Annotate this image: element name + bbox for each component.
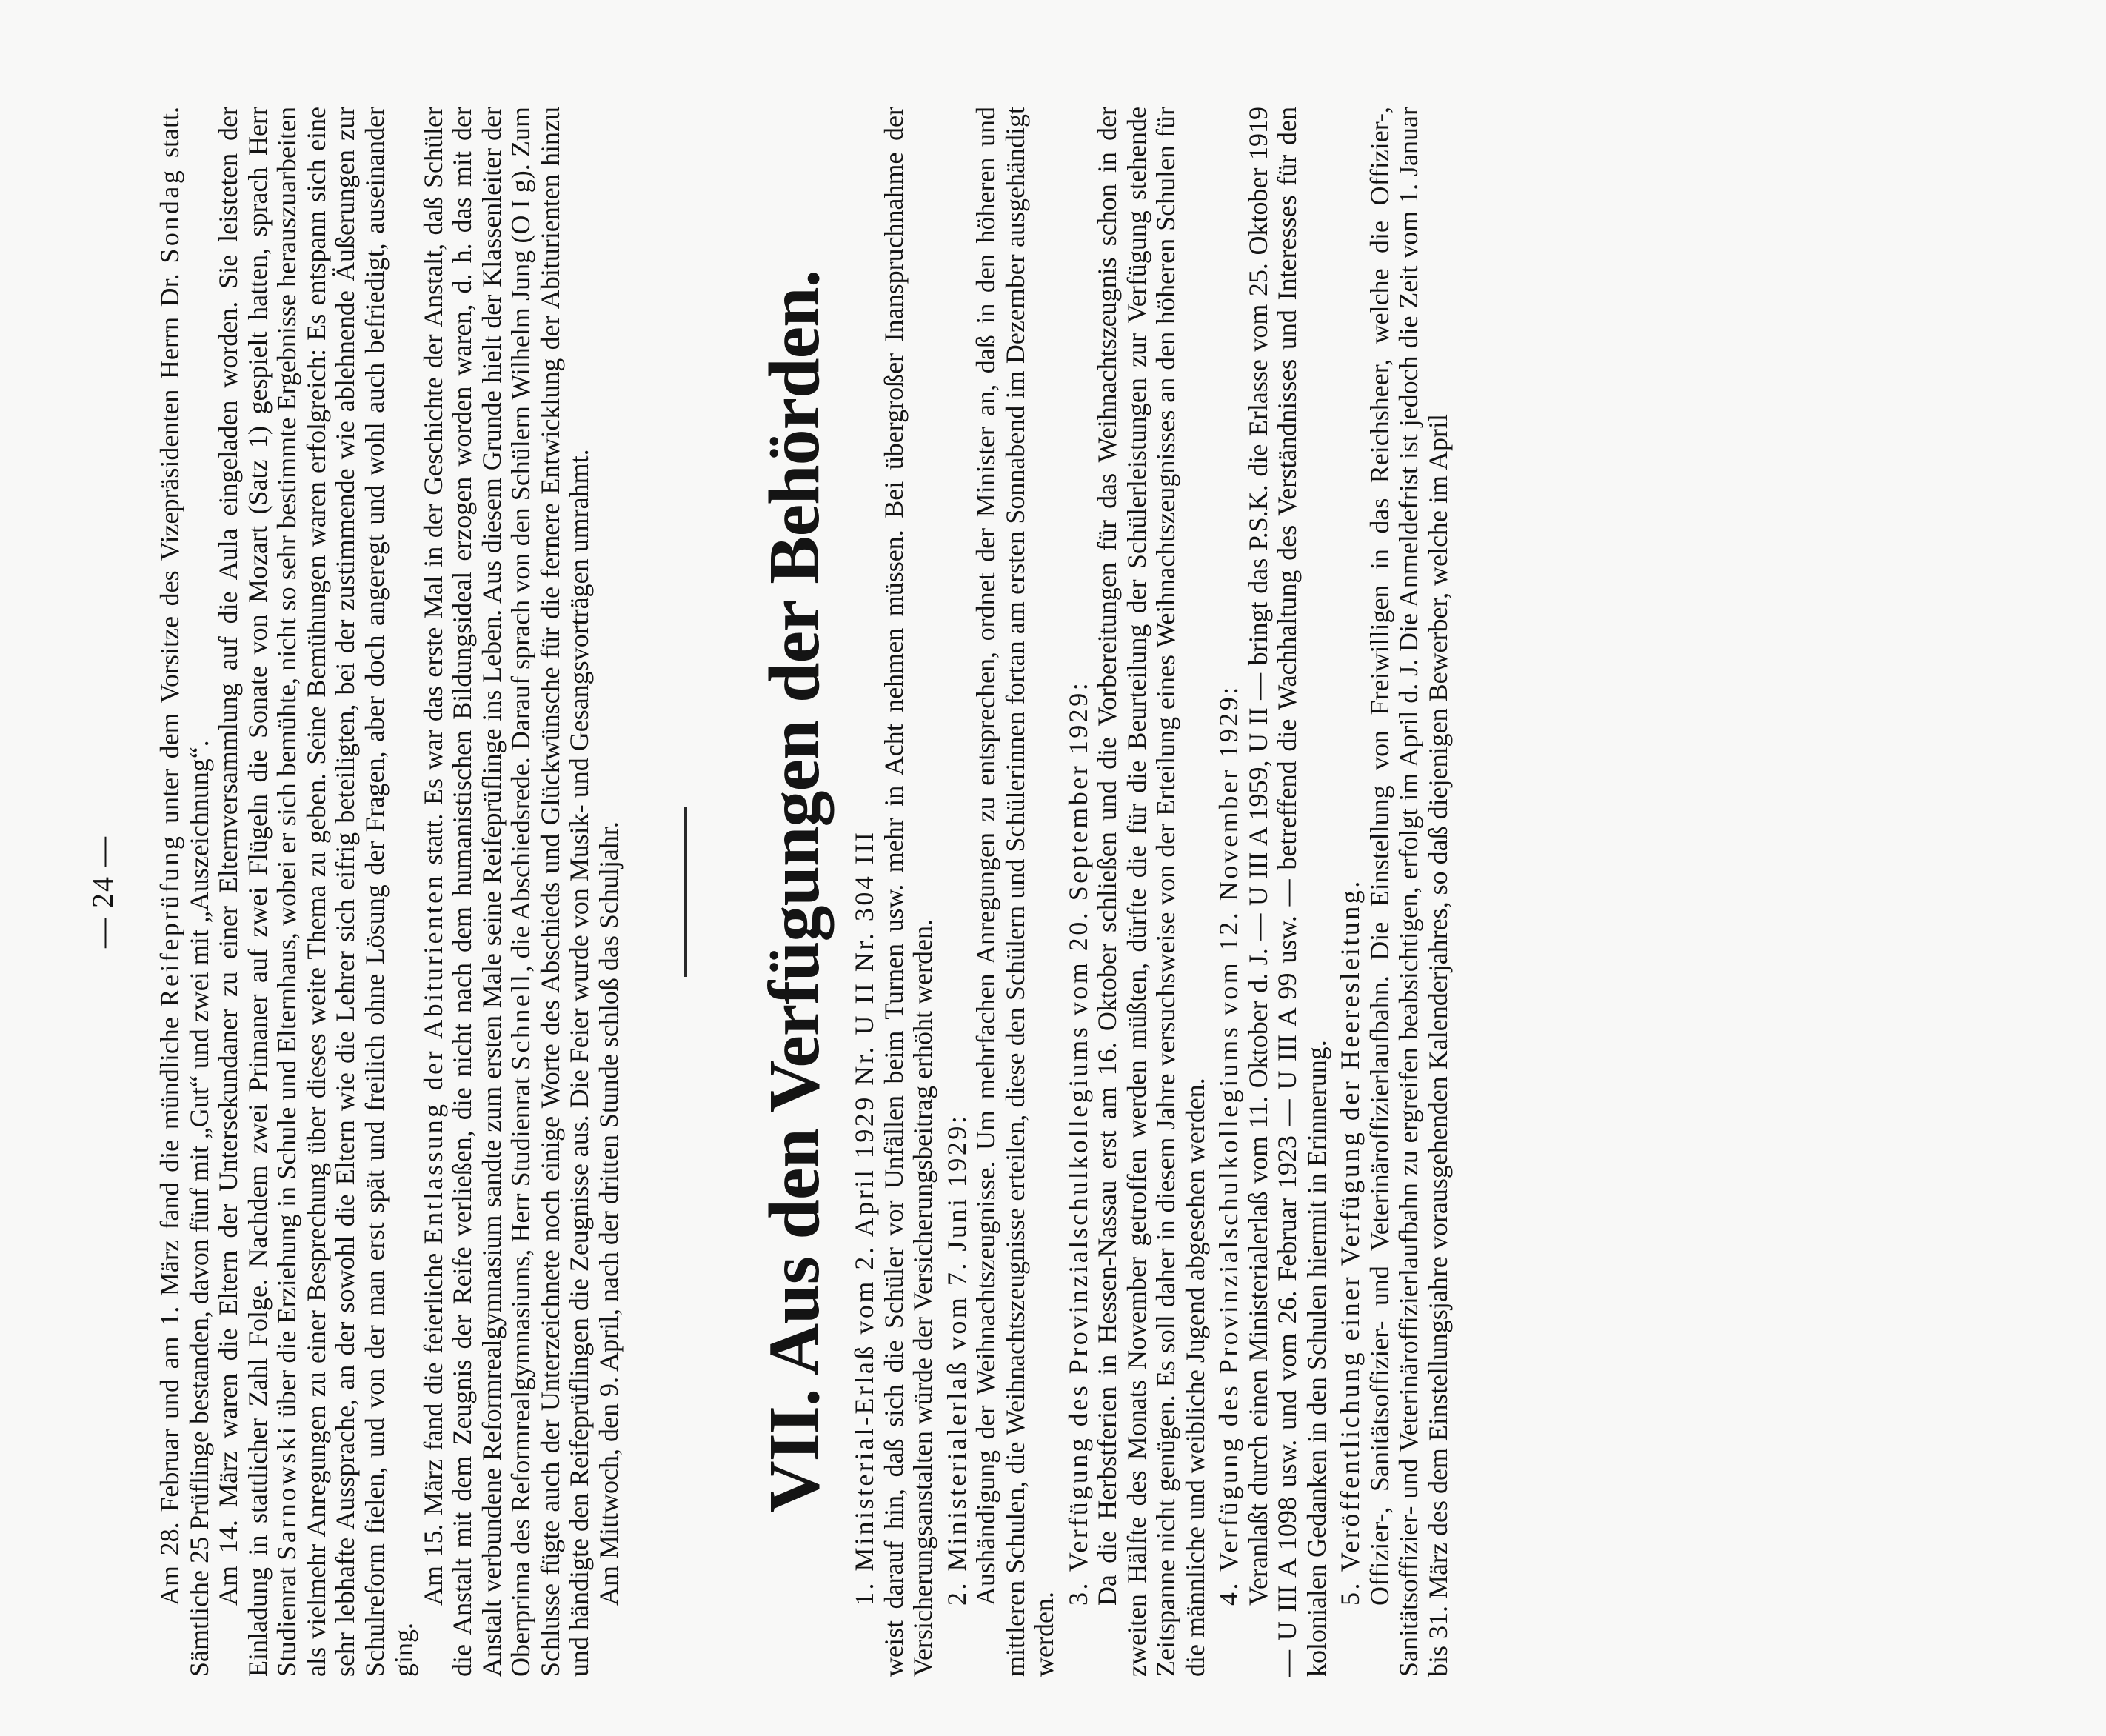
decree-2-body: Aushändigung der Weihnachtszeugnisse. Um mehrfachen Anregungen zu entsprechen, ordnet der Minister an, daß in den höheren und mittleren Schulen, die Weihnachtszeugnisse erteilen, diese den Schülern und Schülerinnen fortan am ersten Sonnabend im Dezember ausgehändigt werden. — [971, 107, 1059, 1677]
rotated-page-content — [0, 47, 2106, 1736]
decree-1-body: weist darauf hin, daß sich die Schüler vor Unfällen beim Turnen usw. mehr in Acht nehmen müssen. Bei übergroßer Inanspruchnahme der Versicherungsanstalten würde der Versicherungsbeitrag erhöht werden. — [878, 107, 937, 1677]
decree-4-body: Veranlaßt durch einen Ministerialerlaß vom 11. Oktober d. J. — U III A 1959, U II — bringt das P.S.K. die Erlasse vom 25. Oktober 1919 — U III A 1098 usw. und vom 26. Februar 1923 — U III A 99 usw. — betreffend die Wachhaltung des Verständnisses und Interesses für den kolonialen Gedanken in den Schulen hiermit in Erinnerung. — [1243, 107, 1331, 1677]
decree-1-heading: 1. Ministerial-Erlaß vom 2. April 1929 Nr. U II Nr. 304 III — [849, 829, 879, 1606]
decree-3-heading: 3. Verfügung des Provinzialschulkollegiums vom 20. September 1929: — [1063, 680, 1093, 1606]
paragraph-elternversammlung: Am 14. März waren die Eltern der Untersekundaner zu einer Elternversammlung auf die Aula eingeladen worden. Sie leisteten der Einladung in stattlicher Zahl Folge. Nachdem zwei Primaner auf zwei Flügeln die Sonate von Mozart (Satz 1) gespielt hatten, sprach Herr Studienrat Sarnowski über die Erziehung in Schule und Elternhaus, wobei er sich bemühte, nicht so sehr bestimmte Ergebnisse herauszuarbeiten als vielmehr Anregungen zu einer Besprechung über dieses weite Thema zu geben. Seine Bemühungen waren erfolgreich: Es entspann sich eine sehr lebhafte Aussprache, an der sowohl die Eltern wie die Lehrer sich eifrig beteiligten, bei der zustimmende wie ablehnende Äußerungen zur Schulreform fielen, und von der man erst spät und freilich ohne Lösung der Fragen, aber doch angeregt und wohl auch befriedigt, auseinander ging. — [213, 107, 418, 1677]
part1-section — [156, 107, 624, 1677]
page-body — [156, 107, 1453, 1677]
paragraph-reifepruefung: Am 28. Februar und am 1. März fand die mündliche Reifeprüfung unter dem Vorsitze des Vizepräsidenten Herrn Dr. Sondag statt. Sämtliche 25 Prüflinge bestanden, davon fünf mit „Gut“ und zwei mit „Auszeichnung“. — [155, 107, 214, 1677]
document-page — [30, 107, 2073, 1677]
decrees-list — [850, 107, 1453, 1677]
decree-5-heading: 5. Veröffentlichung einer Verfügung der Heeresleitung. — [1335, 878, 1365, 1606]
decree-3-body: Da die Herbstferien in Hessen-Nassau erst am 16. Oktober schließen und die Vorbereitungen für das Weihnachtszeugnis schon in der zweiten Hälfte des Monats November getroffen werden müßten, dürfte die für die Beurteilung der Schülerleistungen zur Verfügung stehende Zeitspanne nicht genügen. Es soll daher in diesem Jahre versuchsweise von der Erteilung eines Weihnachtszeugnisses an den höheren Schulen für die männliche und weibliche Jugend abgesehen werden. — [1092, 107, 1210, 1677]
section-divider — [684, 807, 687, 977]
paragraph-schuljahr: Am Mittwoch, den 9. April, nach der dritten Stunde schloß das Schuljahr. — [593, 821, 624, 1606]
page-number: — 24 — — [86, 835, 119, 948]
decree-2-heading: 2. Ministerialerlaß vom 7. Juni 1929: — [941, 1113, 972, 1606]
paragraph-entlassung: Am 15. März fand die feierliche Entlassung der Abiturienten statt. Es war das erste Mal in der Geschichte der Anstalt, daß Schüler die Anstalt mit dem Zeugnis der Reife verließen, die nicht nach dem humanistischen Bildungsideal erzogen worden waren, d. h. das mit der Anstalt verbundene Reformrealgymnasium sandte zum ersten Male seine Reifeprüflinge ins Leben. Aus diesem Grunde hielt der Klassenleiter der Oberprima des Reformrealgymnasiums, Herr Studienrat Schnell, die Abschiedsrede. Darauf sprach von den Schülern Wilhelm Jung (O I g). Zum Schlusse fügte auch der Unterzeichnete noch einige Worte des Abschieds und Glückwünsche für die fernere Entwicklung der Abiturienten hinzu und händigte den Reifeprüflingen die Zeugnisse aus. Die Feier wurde von Musik- und Gesangsvorträgen umrahmt. — [418, 107, 594, 1677]
decree-5-body: Offizier-, Sanitätsoffizier- und Veterinäroffizierlaufbahn. Die Einstellung von Freiwilligen in das Reichsheer, welche die Offizier-, Sanitätsoffizier- und Veterinäroffizierlaufbahn zu ergreifen beabsichtigen, erfolgt im April d. J. Die Anmeldefrist ist jedoch die Zeit vom 1. Januar bis 31. März des dem Einstellungsjahre vorausgehenden Kalenderjahres, so daß diejenigen Bewerber, welche im April — [1364, 107, 1453, 1677]
section-title: VII. Aus den Verfügungen der Behörden. — [755, 270, 835, 1514]
decree-4-heading: 4. Verfügung des Provinzialschulkollegiums vom 12. November 1929: — [1214, 684, 1243, 1606]
